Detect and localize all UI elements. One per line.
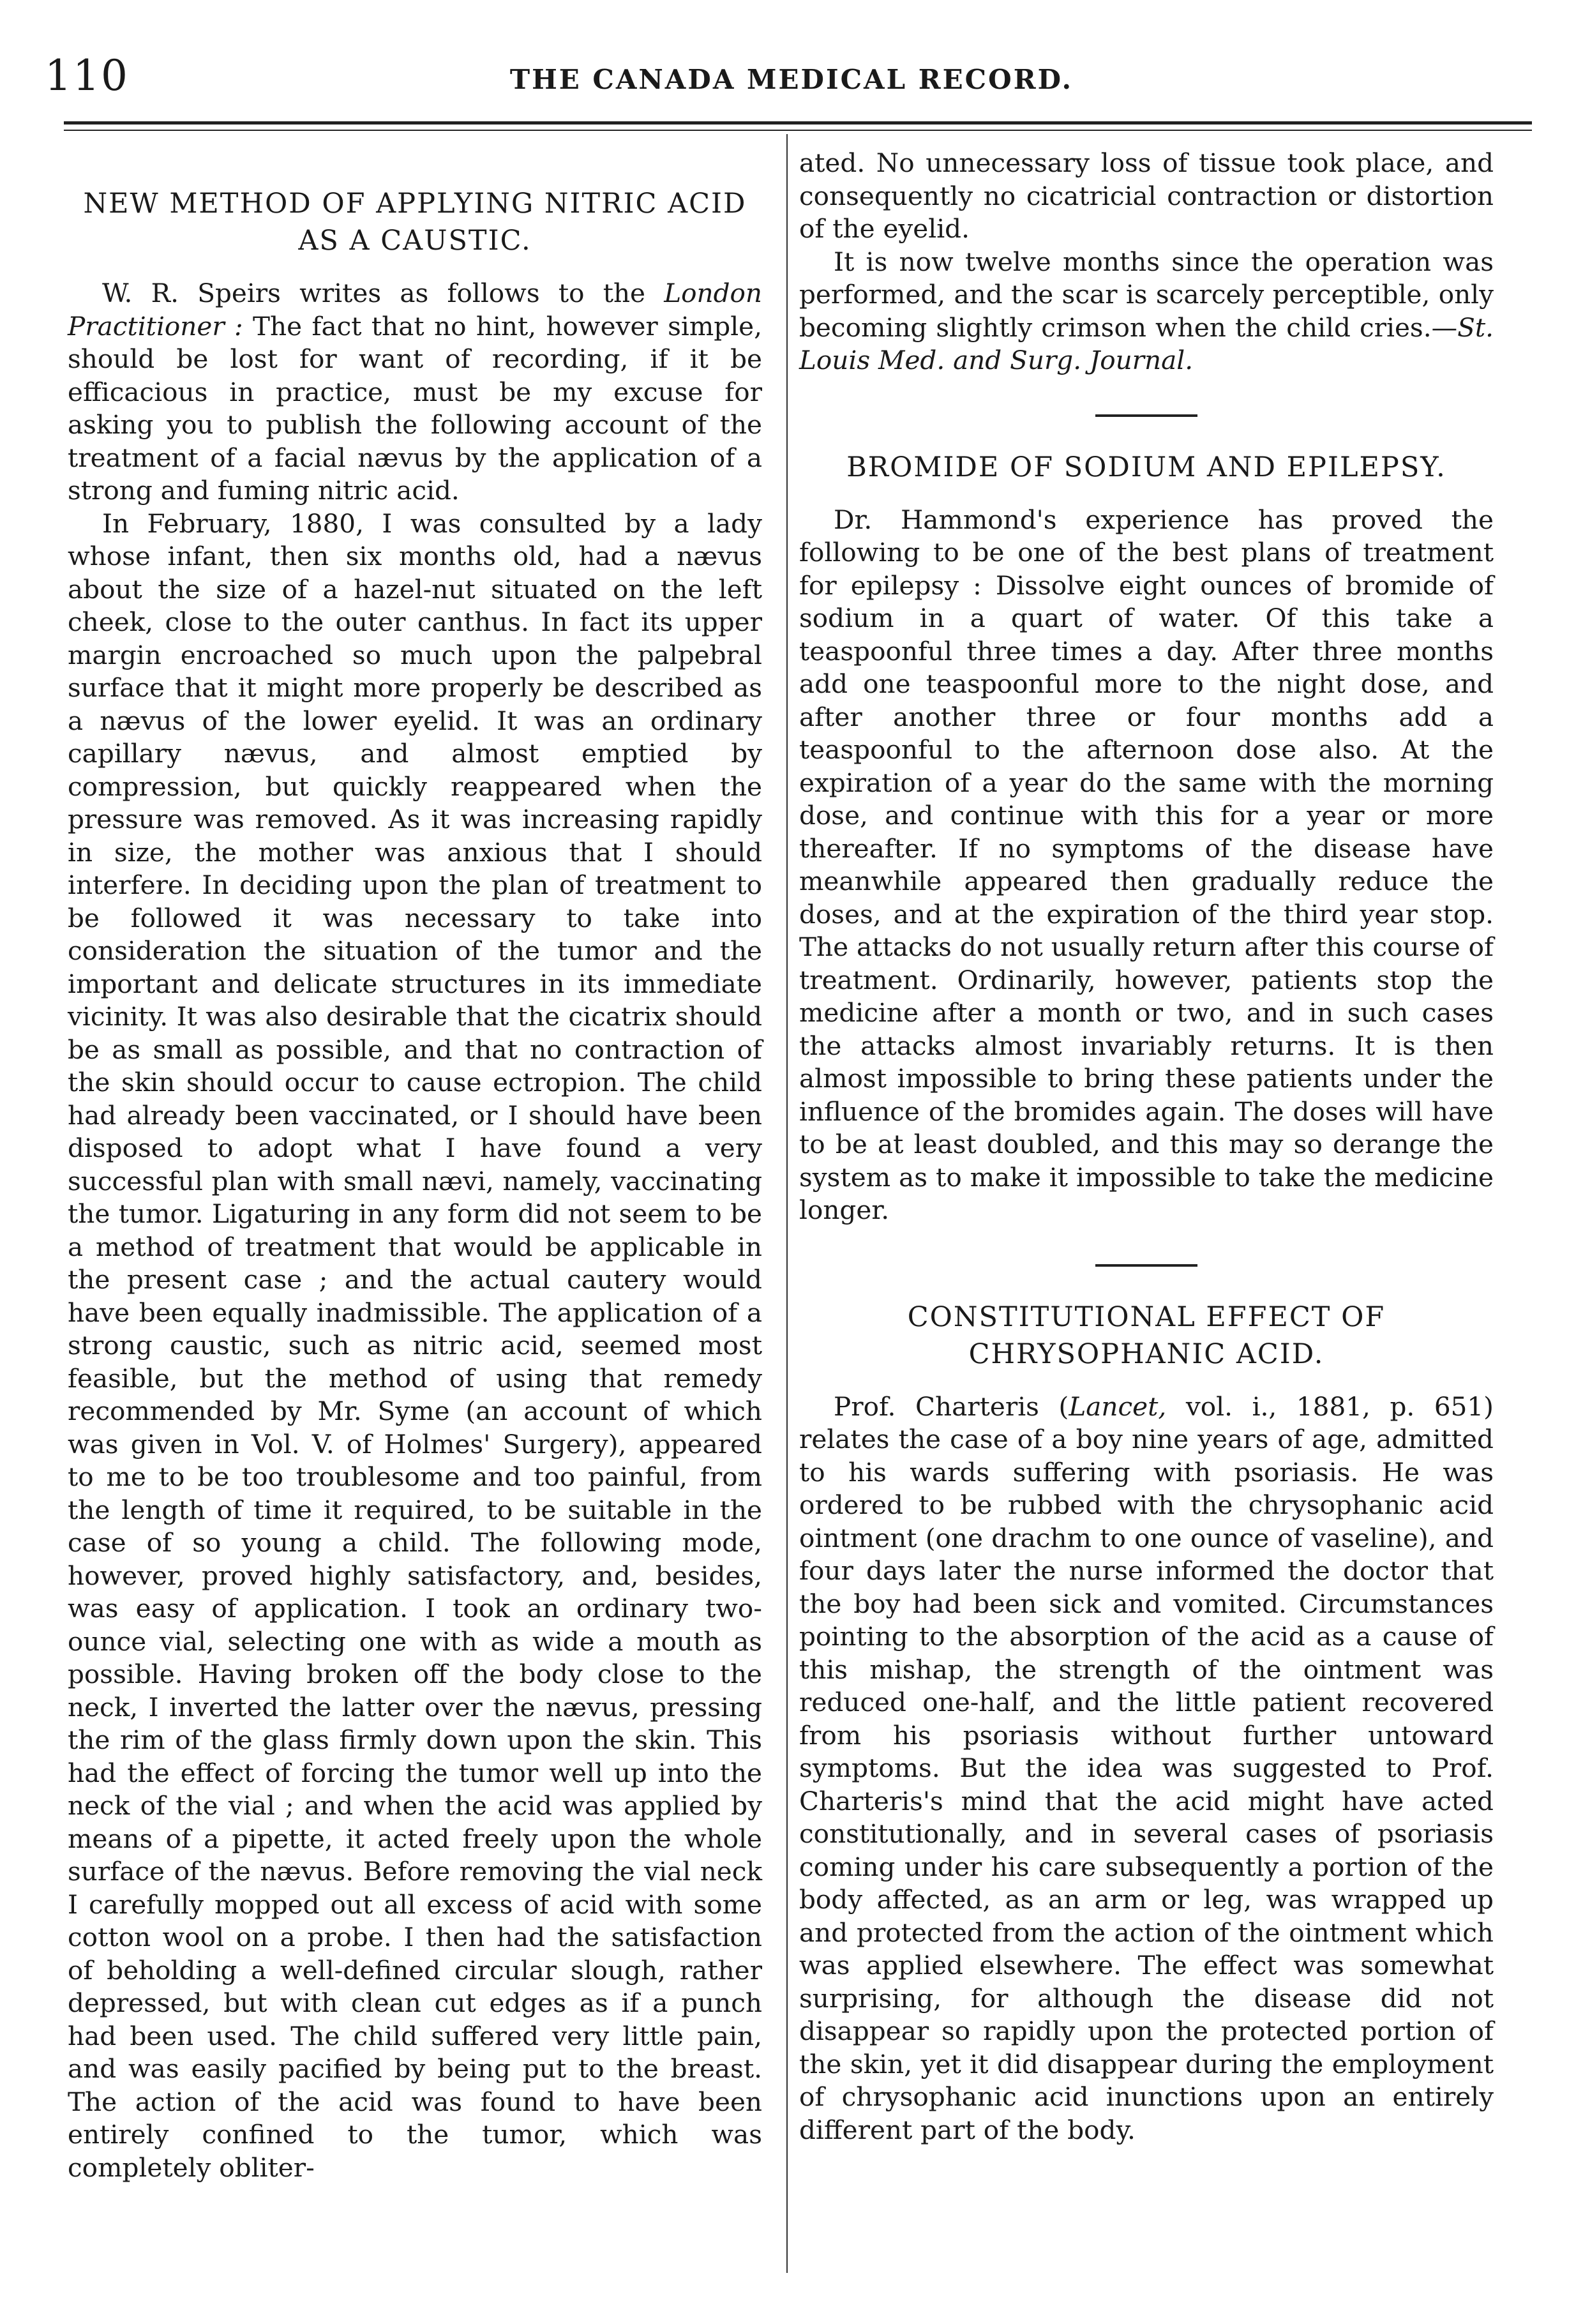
header-rule-thin [64,130,1532,131]
article-title: NEW METHOD OF APPLYING NITRIC ACID AS A CAUSTIC. [83,188,747,257]
article-paragraph: In February, 1880, I was consulted by a lady whose infant, then six months old, had a nævus about the size of a hazel-nut situated on the left cheek, close to the outer canthus. In fact its upper margin encroached so much upon the palpebral surface that it might more properly be described as a nævus of the lower eyelid. It was an ordinary capillary nævus, and almost emptied by compression, but quickly reappeared when the pressure was removed. As it was increasing rapidly in size, the mother was anxious that I should interfere. In deciding upon the plan of treatment to be followed it was necessary to take into consideration the situation of the tumor and the important and delicate structures in its immediate vicinity. It was also desirable that the cicatrix should be as small as possible, and that no contraction of the skin should occur to cause ectropion. The child had already been vaccinated, or I should have been disposed to adopt what I have found a very successful plan with small nævi, namely, vaccinating the tumor. Ligaturing in any form did not seem to be a method of treatment that would be applicable in the present case ; and the actual cautery would have been equally inadmissible. The application of a strong caustic, such as nitric acid, seemed most feasible, but the method of using that remedy recommended by Mr. Syme (an account of which was given in Vol. V. of Holmes' Surgery), appeared to me to be too troublesome and too painful, from the length of time it required, to be suitable in the case of so young a child. The following mode, however, proved highly satisfactory, and, besides, was easy of application. I took an ordinary two-ounce vial, selecting one with as wide a mouth as possible. Having broken off the body close to the neck, I inverted the latter over the nævus, pressing the rim of the glass firmly down upon the skin. This had the effect of forcing the tumor well up into the neck of the vial ; and when the acid was applied by means of a pipette, it acted freely upon the whole surface of the nævus. Before removing the vial neck I carefully mopped out all excess of acid with some cotton wool on a probe. I then had the satisfaction of beholding a well-defined circular slough, rather depressed, but with clean cut edges as if a punch had been used. The child suffered very little pain, and was easily pacified by being put to the breast. The action of the acid was found to have been entirely confined to the tumor, which was completely obliter- [68,508,762,2183]
article-paragraph: It is now twelve months since the operation was performed, and the scar is scarcely perceptible, only becoming slightly crimson when the child cries.—St. Louis Med. and Surg. Journal. [799,246,1494,375]
article-paragraph: W. R. Speirs writes as follows to the London Practitioner : The fact that no hint, however simple, should be lost for want of recording, if it be efficacious in practice, must be my excuse for asking you to publish the following account of the treatment of a facial nævus by the application of a strong and fuming nitric acid. [68,278,762,506]
source-citation: Lancet, [1069,1391,1167,1422]
article-title: BROMIDE OF SODIUM AND EPILEPSY. [846,451,1446,483]
section-separator [1095,1264,1197,1267]
article-title: CONSTITUTIONAL EFFECT OF CHRYSOPHANIC ACID. [907,1301,1386,1370]
page-header [45,38,1538,109]
right-column [799,147,1494,2147]
source-citation: London Practitioner : [68,278,762,342]
article-paragraph: Dr. Hammond's experience has proved the following to be one of the best plans of treatment for epilepsy : Dissolve eight ounces of bromide of sodium in a quart of water. Of this take a teaspoonful three times a day. After three months add one teaspoonful more to the night dose, and after another three or four months add a teaspoonful to the afternoon dose also. At the expiration of a year do the same with the morning dose, and continue with this for a year or more thereafter. If no symptoms of the disease have meanwhile appeared then gradually reduce the doses, and at the expiration of the third year stop. The attacks do not usually return after this course of treatment. Ordinarily, however, patients stop the medicine after a month or two, and in such cases the attacks almost invariably returns. It is then almost impossible to bring these patients under the influence of the bromides again. The doses will have to be at least doubled, and this may so derange the system as to make it impossible to take the medicine longer. [799,504,1494,1225]
column-divider [786,134,788,2273]
article-paragraph: Prof. Charteris (Lancet, vol. i., 1881, p. 651) relates the case of a boy nine years of age, admitted to his wards suffering with psoriasis. He was ordered to be rubbed with the chrysophanic acid ointment (one drachm to one ounce of vaseline), and four days later the nurse informed the doctor that the boy had been sick and vomited. Circumstances pointing to the absorption of the acid as a cause of this mishap, the strength of the ointment was reduced one-half, and the little patient recovered from his psoriasis without further untoward symptoms. But the idea was suggested to Prof. Charteris's mind that the acid might have acted constitutionally, and in several cases of psoriasis coming under his care subsequently a portion of the body affected, as an arm or leg, was wrapped up and protected from the action of the ointment which was applied elsewhere. The effect was somewhat surprising, for although the disease did not disappear so rapidly upon the protected portion of the skin, yet it did disappear during the employment of chrysophanic acid inunctions upon an entirely different part of the body. [799,1391,1494,2145]
left-column [68,147,762,2184]
article-paragraph-continued: ated. No unnecessary loss of tissue took place, and consequently no cicatricial contraction or distortion of the eyelid. [799,147,1494,244]
page-number: 110 [45,51,129,100]
running-title: THE CANADA MEDICAL RECORD. [509,64,1074,95]
source-citation: St. Louis Med. and Surg. Journal. [799,312,1494,375]
header-rule [64,121,1532,124]
section-separator [1095,414,1197,417]
